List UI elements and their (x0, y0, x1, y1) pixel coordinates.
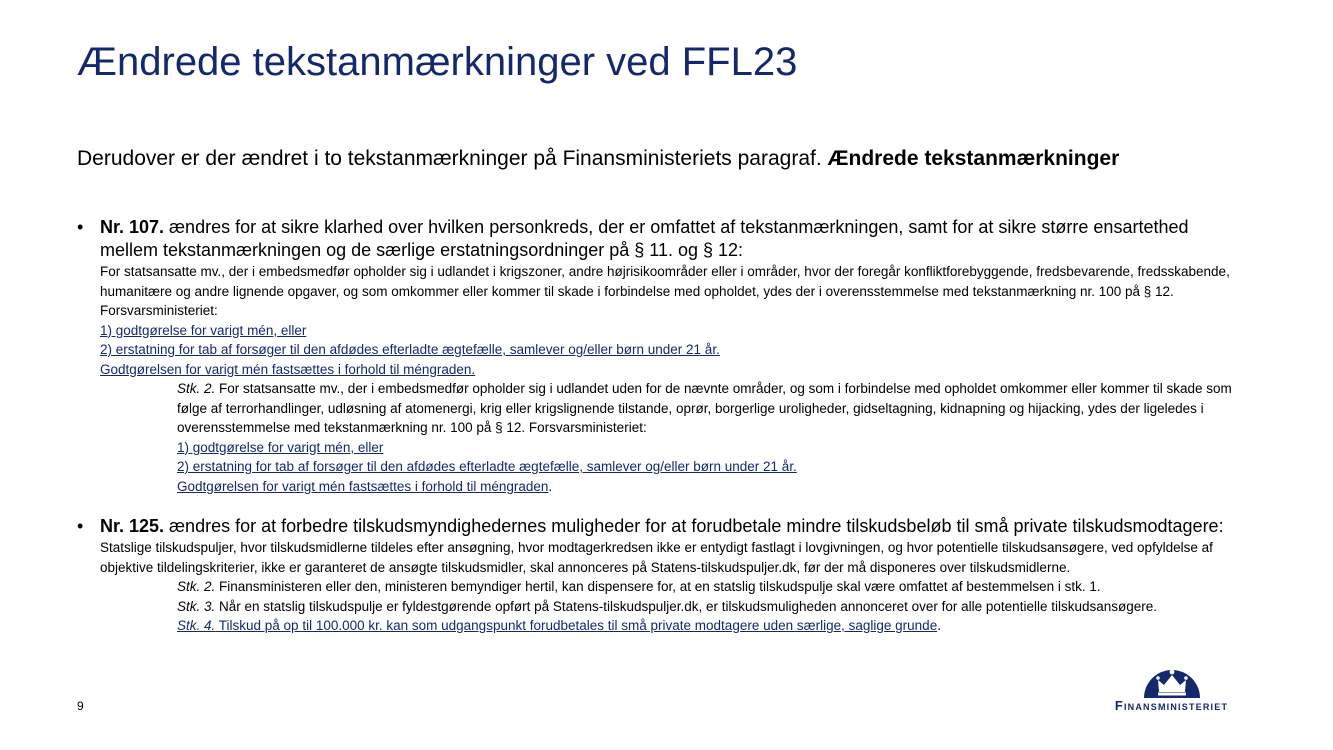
stk-text: For statsansatte mv., der i embedsmedfør opholder sig i udlandet uden for de nævnte områder, og som i forbindelse med opholdet omkommer eller kommer til skade som følge af terrorhandlinger, udløsning af atomenergi, krig eller krigslignende tilstande, oprør, borgerlige uroligheder, gidseltagning, kidnapning og hijacking, ydes der ligeledes i overensstemmelse med tekstanmærkning nr. 100 på § 12. Forsvarsministeriet: (177, 381, 1232, 435)
stk-label: Stk. 3. (177, 598, 216, 614)
stk-label: Stk. 4. (177, 618, 216, 633)
bullet-line (77, 216, 1237, 262)
trailing-period: . (937, 618, 941, 633)
trailing-period: . (548, 478, 553, 494)
intro-bold: Ændrede tekstanmærkninger (827, 147, 1120, 170)
intro-paragraph (77, 145, 1227, 173)
link-item[interactable]: Godtgørelsen for varigt mén fastsættes i forhold til méngraden (177, 478, 549, 494)
link-item[interactable]: 2) erstatning for tab af forsøger til den afdødes efterladte ægtefælle, samlever og/eller børn under 21 år. (100, 342, 720, 357)
crown-icon (1142, 664, 1202, 698)
stk-4-paragraph (77, 616, 1237, 636)
stk-2-paragraph (77, 379, 1237, 438)
section-heading: Nr. 107. (100, 217, 165, 237)
section-body: Statslige tilskudspuljer, hvor tilskudsmidlerne tildeles efter ansøgning, hvor modtagerkredsen ikke er entydigt fastlagt i lovgivningen, og hvor potentielle tilskudsansøgere, ved opfyldelse af objektive tildelingskriterier, ikke er garanteret de ansøgte tilskudsmidler, skal annonceres på Statens-tilskudspuljer.dk, før der må disponeres over tilskudsmidlerne. (100, 540, 1213, 575)
stk-4-link[interactable] (177, 618, 937, 633)
bullet-marker: • (77, 516, 84, 536)
slide-title: Ændrede tekstanmærkninger ved FFL23 (77, 40, 798, 84)
stk-link-list (77, 438, 1237, 497)
stk-text: Finansministeren eller den, ministeren bemyndiger hertil, kan dispensere for, at en statslig tilskudspulje skal være omfattet af bestemmelsen i stk. 1. (215, 579, 1101, 594)
finansministeriet-logo (1084, 664, 1259, 714)
section-lead: ændres for at forbedre tilskudsmyndighedernes muligheder for at forudbetale mindre tilskudsbeløb til små private tilskudsmodtagere: (164, 516, 1224, 536)
stk-text: Når en statslig tilskudspulje er fyldestgørende opført på Statens-tilskudspuljer.dk, er tilskudsmuligheden annonceret over for alle potentielle tilskudsansøgere. (215, 598, 1158, 614)
section-nr-107 (77, 216, 1237, 496)
section-body: For statsansatte mv., der i embedsmedfør opholder sig i udlandet i krigszoner, andre højrisikoområder eller i områder, hvor der foregår konfliktforebyggende, fredsbevarende, fredsskabende, humanitære og andre lignende opgaver, og som omkommer eller kommer til skade i forbindelse med opholdet, ydes der i overensstemmelse med tekstanmærkning nr. 100 på § 12. Forsvarsministeriet: (100, 264, 1230, 318)
link-item[interactable]: 1) godtgørelse for varigt mén, eller (177, 439, 384, 455)
link-list (77, 321, 1237, 380)
link-item[interactable]: 2) erstatning for tab af forsøger til den afdødes efterladte ægtefælle, samlever og/eller børn under 21 år. (177, 459, 797, 474)
section-lead: ændres for at sikre klarhed over hvilken personkreds, der er omfattet af tekstanmærkningen, samt for at sikre større ensartethed mellem tekstanmærkningen og de særlige erstatningsordninger på § 11. og § 12: (100, 217, 1189, 260)
stk-3-paragraph (77, 597, 1237, 617)
logo-text: Finansministeriet (1114, 698, 1229, 713)
bullet-marker: • (77, 217, 84, 237)
link-item[interactable]: 1) godtgørelse for varigt mén, eller (100, 322, 307, 338)
stk-2-paragraph (77, 577, 1237, 597)
section-heading: Nr. 125. (100, 516, 165, 536)
stk-text: Tilskud på op til 100.000 kr. kan som udgangspunkt forudbetales til små private modtagere uden særlige, saglige grunde (215, 618, 938, 633)
stk-label: Stk. 2. (177, 381, 216, 396)
page-number: 9 (77, 699, 84, 713)
link-item[interactable]: Godtgørelsen for varigt mén fastsættes i forhold til méngraden. (100, 361, 476, 377)
stk-label: Stk. 2. (177, 579, 216, 594)
intro-text: Derudover er der ændret i to tekstanmærkninger på Finansministeriets paragraf. (77, 147, 822, 170)
section-nr-125 (77, 515, 1237, 636)
bullet-line (77, 515, 1237, 538)
